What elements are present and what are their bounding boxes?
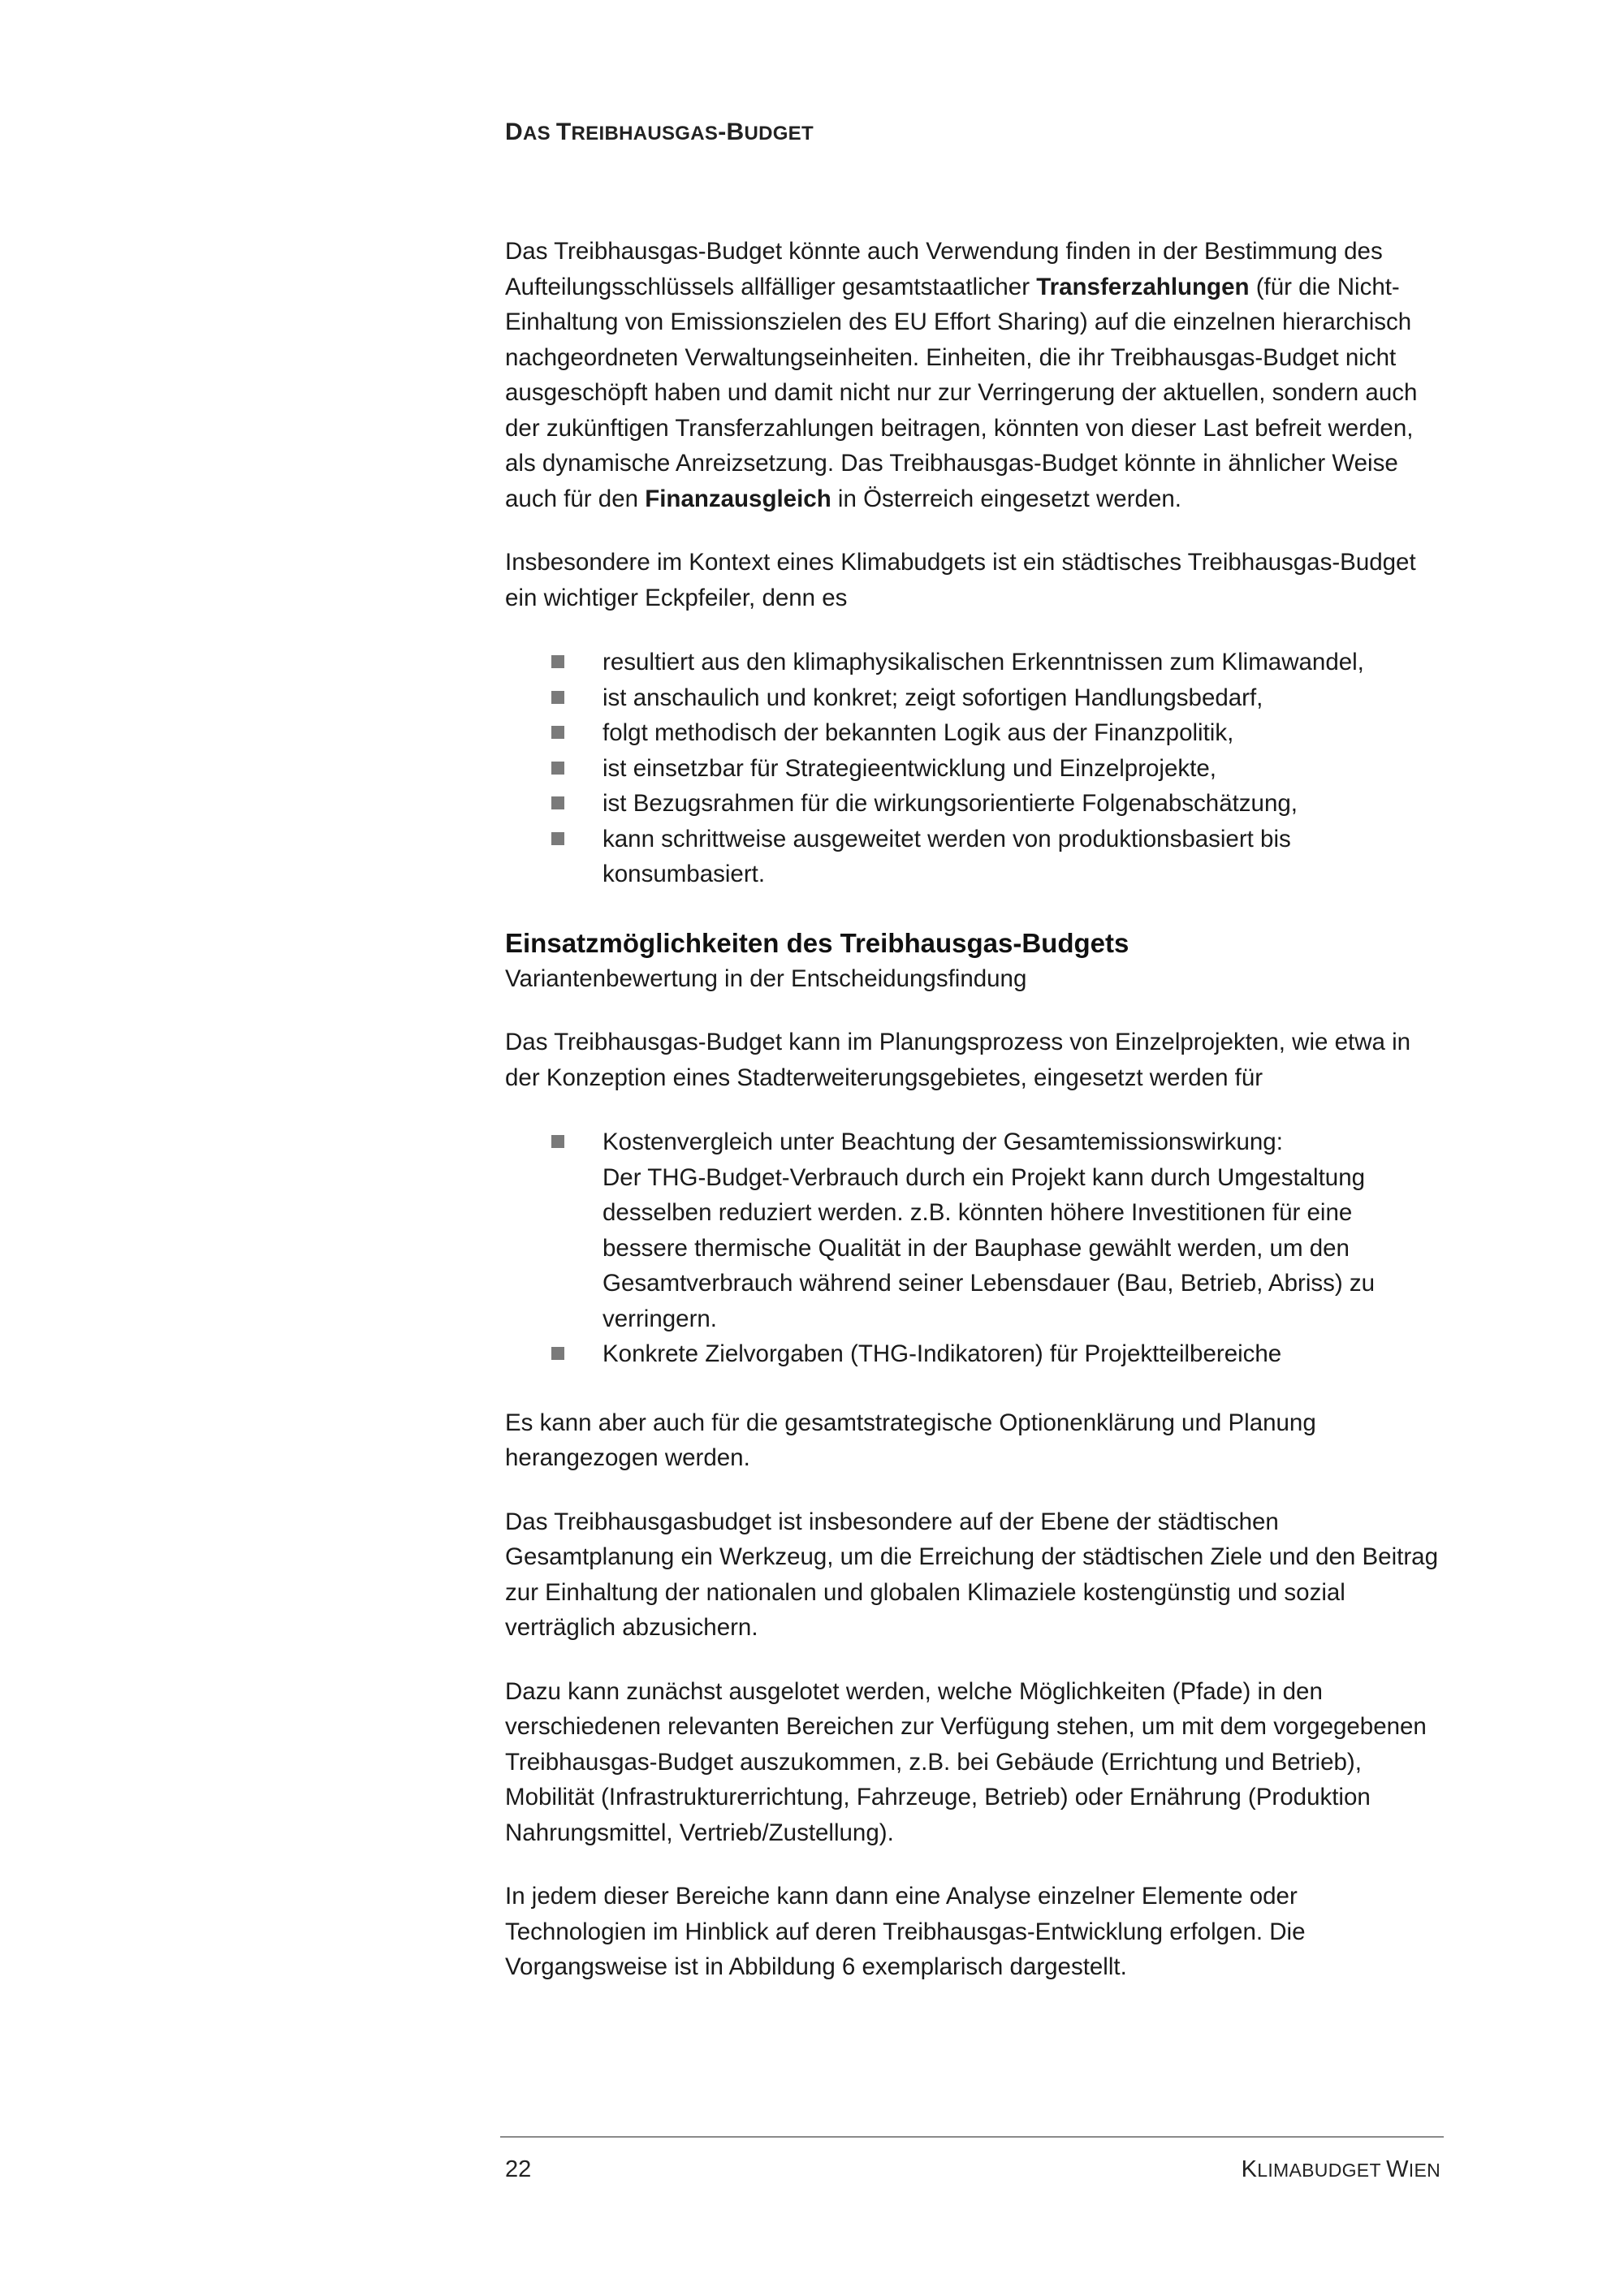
paragraph-transferzahlungen	[505, 234, 1439, 516]
list-item-text: Konkrete Zielvorgaben (THG-Indikatoren) für Projektteilbereiche	[603, 1340, 1282, 1367]
list-item	[551, 680, 1439, 716]
square-bullet-icon	[551, 1347, 564, 1360]
square-bullet-icon	[551, 762, 564, 775]
list-item	[551, 715, 1439, 751]
running-header-text: UDGET	[744, 123, 814, 145]
list-item	[551, 751, 1439, 787]
paragraph-analyse: In jedem dieser Bereiche kann dann eine Analyse einzelner Elemente oder Technologien im Hinblick auf deren Treibhausgas-Entwicklung erfolgen. Die Vorgangsweise ist in Abbildung 6 exemplarisch dargestellt.	[505, 1883, 1306, 1980]
list-item	[551, 645, 1439, 680]
list-item	[551, 1336, 1439, 1372]
paragraph-text: Das Treibhausgas-Budget könnte auch Verwendung finden in der Bestimmung des Aufteilungsschlüssels allfälliger gesamtstaatlicher	[505, 238, 1383, 300]
running-header-text: -B	[718, 119, 745, 145]
list-item-text: folgt methodisch der bekannten Logik aus der Finanzpolitik,	[603, 719, 1234, 746]
paragraph-pfade: Dazu kann zunächst ausgelotet werden, welche Möglichkeiten (Pfade) in den verschiedenen relevanten Bereichen zur Verfügung stehen, um mit dem vorgegebenen Treibhausgas-Budget auszukommen, z.B. bei Gebäude (Errichtung und Betrieb), Mobilität (Infrastrukturerrichtung, Fahrzeuge, Betrieb) oder Ernährung (Produktion Nahrungsmittel, Vertrieb/Zustellung).	[505, 1677, 1427, 1846]
running-header-text: REIBHAUSGAS	[571, 123, 719, 145]
running-header-text: D	[505, 119, 523, 145]
footer-divider	[500, 2136, 1444, 2138]
square-bullet-icon	[551, 1135, 564, 1148]
paragraph-text: in Österreich eingesetzt werden.	[831, 485, 1181, 512]
list-item-text: kann schrittweise ausgeweitet werden von produktionsbasiert bis konsumbasiert.	[603, 825, 1291, 887]
running-header-text: AS	[522, 123, 556, 145]
list-item-text: ist einsetzbar für Strategieentwicklung und Einzelprojekte,	[603, 754, 1216, 782]
list-item	[551, 786, 1439, 822]
section-heading: Einsatzmöglichkeiten des Treibhausgas-Budgets	[505, 927, 1129, 958]
list-item-text: resultiert aus den klimaphysikalischen Erkenntnissen zum Klimawandel,	[603, 649, 1364, 675]
benefits-list	[505, 645, 1439, 892]
paragraph-optionenklaerung: Es kann aber auch für die gesamtstrategische Optionenklärung und Planung herangezogen werden.	[505, 1409, 1316, 1471]
list-item	[551, 822, 1439, 892]
list-item-text: Kostenvergleich unter Beachtung der Gesamtemissionswirkung:	[603, 1129, 1283, 1155]
running-header	[505, 119, 814, 146]
footer-title-text: K	[1241, 2156, 1258, 2182]
paragraph-planungsprozess: Das Treibhausgas-Budget kann im Planungsprozess von Einzelprojekten, wie etwa in der Konzeption eines Stadterweiterungsgebietes, eingesetzt werden für	[505, 1029, 1411, 1091]
section-subheading: Variantenbewertung in der Entscheidungsfindung	[505, 965, 1027, 992]
list-item	[551, 1124, 1439, 1336]
list-item-text: ist anschaulich und konkret; zeigt sofortigen Handlungsbedarf,	[603, 684, 1263, 711]
footer-title-text: W	[1386, 2156, 1409, 2182]
running-header-text: T	[555, 119, 572, 145]
square-bullet-icon	[551, 726, 564, 739]
footer-document-title	[1242, 2156, 1440, 2183]
square-bullet-icon	[551, 691, 564, 704]
bold-term-transferzahlungen: Transferzahlungen	[1036, 273, 1250, 300]
page-number: 22	[505, 2156, 532, 2182]
main-content	[505, 234, 1439, 2013]
list-item-text: ist Bezugsrahmen für die wirkungsorientierte Folgenabschätzung,	[603, 790, 1298, 817]
list-item-detail: Der THG-Budget-Verbrauch durch ein Projekt kann durch Umgestaltung desselben reduziert werden. z.B. könnten höhere Investitionen für eine bessere thermische Qualität in der Bauphase gewählt werden, um den Gesamtverbrauch während seiner Lebensdauer (Bau, Betrieb, Abriss) zu verringern.	[603, 1163, 1376, 1332]
bold-term-finanzausgleich: Finanzausgleich	[645, 485, 831, 512]
square-bullet-icon	[551, 655, 564, 668]
paragraph-gesamtplanung: Das Treibhausgasbudget ist insbesondere auf der Ebene der städtischen Gesamtplanung ein Werkzeug, um die Erreichung der städtischen Ziele und den Beitrag zur Einhaltung der nationalen und globalen Klimaziele kostengünstig und sozial verträglich abzusichern.	[505, 1508, 1438, 1641]
footer-title-text: LIMABUDGET	[1257, 2160, 1387, 2181]
square-bullet-icon	[551, 796, 564, 809]
square-bullet-icon	[551, 832, 564, 845]
usage-list	[505, 1124, 1439, 1372]
footer-title-text: IEN	[1408, 2160, 1440, 2181]
paragraph-text: (für die Nicht-Einhaltung von Emissionszielen des EU Effort Sharing) auf die einzelnen hierarchisch nachgeordneten Verwaltungseinheiten. Einheiten, die ihr Treibhausgas-Budget nicht ausgeschöpft haben und damit nicht nur zur Verringerung der aktuellen, sondern auch der zukünftigen Transferzahlungen beitragen, könnten von dieser Last befreit werden, als dynamische Anreizsetzung. Das Treibhausgas-Budget könnte in ähnlicher Weise auch für den	[505, 273, 1418, 512]
paragraph-klimabudget-context: Insbesondere im Kontext eines Klimabudgets ist ein städtisches Treibhausgas-Budget ein wichtiger Eckpfeiler, denn es	[505, 549, 1416, 611]
